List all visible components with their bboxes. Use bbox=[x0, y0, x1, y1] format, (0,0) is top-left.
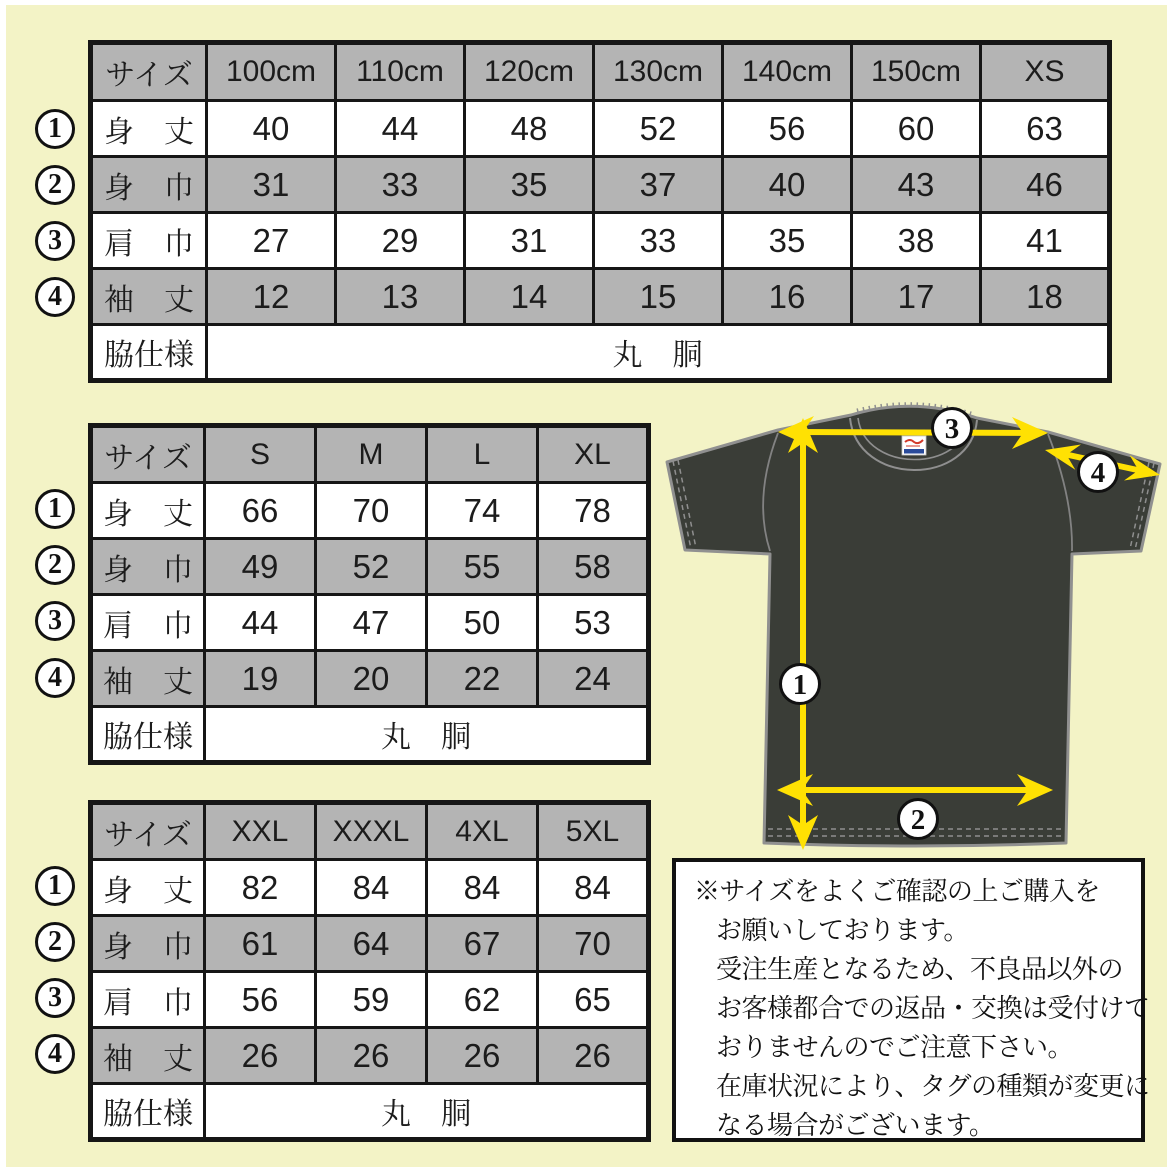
value-cell: 70 bbox=[538, 916, 649, 972]
row-label: 身 丈 bbox=[91, 101, 207, 157]
header-cell: XL bbox=[538, 426, 649, 483]
value-cell: 19 bbox=[205, 651, 316, 707]
header-cell: 110cm bbox=[336, 43, 465, 101]
figure-marker-4: 4 bbox=[1090, 457, 1106, 489]
row-label: 身 丈 bbox=[91, 483, 205, 539]
value-cell: 62 bbox=[427, 972, 538, 1028]
measure-row-body-width bbox=[91, 539, 649, 595]
value-cell: 41 bbox=[981, 213, 1110, 269]
value-cell: 56 bbox=[723, 101, 852, 157]
header-cell: XXXL bbox=[316, 803, 427, 860]
row-marker-2: 2 bbox=[35, 922, 75, 962]
side-spec-value: 丸 胴 bbox=[205, 707, 649, 763]
side-spec-value: 丸 胴 bbox=[207, 325, 1110, 381]
row-label: 身 巾 bbox=[91, 539, 205, 595]
side-spec-row bbox=[91, 707, 649, 763]
side-spec-value: 丸 胴 bbox=[205, 1084, 649, 1140]
row-label: 身 丈 bbox=[91, 860, 205, 916]
value-cell: 46 bbox=[981, 157, 1110, 213]
value-cell: 67 bbox=[427, 916, 538, 972]
notice-line: お願いしております。 bbox=[716, 915, 969, 945]
value-cell: 16 bbox=[723, 269, 852, 325]
value-cell: 26 bbox=[427, 1028, 538, 1084]
row-marker-3: 3 bbox=[35, 601, 75, 641]
row-marker-3: 3 bbox=[35, 978, 75, 1018]
value-cell: 17 bbox=[852, 269, 981, 325]
purchase-notice-box bbox=[672, 858, 1150, 1142]
value-cell: 53 bbox=[538, 595, 649, 651]
row-label: 脇仕様 bbox=[91, 1084, 205, 1140]
value-cell: 66 bbox=[205, 483, 316, 539]
header-cell: 5XL bbox=[538, 803, 649, 860]
value-cell: 48 bbox=[465, 101, 594, 157]
measure-row-body-length bbox=[91, 483, 649, 539]
row-marker-4: 4 bbox=[35, 277, 75, 317]
row-label: 袖 丈 bbox=[91, 269, 207, 325]
measure-row-body-width bbox=[91, 916, 649, 972]
value-cell: 64 bbox=[316, 916, 427, 972]
row-marker-1: 1 bbox=[35, 489, 75, 529]
value-cell: 40 bbox=[207, 101, 336, 157]
value-cell: 24 bbox=[538, 651, 649, 707]
notice-line: ※サイズをよくご確認の上ご購入を bbox=[694, 876, 1100, 906]
value-cell: 55 bbox=[427, 539, 538, 595]
header-cell: サイズ bbox=[91, 43, 207, 101]
tshirt-measurement-diagram bbox=[656, 393, 1167, 858]
header-cell: M bbox=[316, 426, 427, 483]
value-cell: 78 bbox=[538, 483, 649, 539]
value-cell: 74 bbox=[427, 483, 538, 539]
row-label: 袖 丈 bbox=[91, 1028, 205, 1084]
row-marker-3: 3 bbox=[35, 221, 75, 261]
figure-marker-1: 1 bbox=[792, 669, 808, 701]
side-spec-row bbox=[91, 1084, 649, 1140]
value-cell: 70 bbox=[316, 483, 427, 539]
notice-line: 在庫状況により、タグの種類が変更に bbox=[716, 1071, 1150, 1101]
value-cell: 15 bbox=[594, 269, 723, 325]
measure-row-body-length bbox=[91, 101, 1110, 157]
measure-row-body-width bbox=[91, 157, 1110, 213]
value-cell: 44 bbox=[336, 101, 465, 157]
header-cell: 130cm bbox=[594, 43, 723, 101]
value-cell: 33 bbox=[594, 213, 723, 269]
value-cell: 14 bbox=[465, 269, 594, 325]
row-marker-4: 4 bbox=[35, 658, 75, 698]
value-cell: 35 bbox=[723, 213, 852, 269]
value-cell: 26 bbox=[316, 1028, 427, 1084]
header-cell: サイズ bbox=[91, 426, 205, 483]
header-cell: 4XL bbox=[427, 803, 538, 860]
notice-line: お客様都合での返品・交換は受付けて bbox=[716, 993, 1150, 1023]
value-cell: 18 bbox=[981, 269, 1110, 325]
header-cell: L bbox=[427, 426, 538, 483]
value-cell: 20 bbox=[316, 651, 427, 707]
value-cell: 12 bbox=[207, 269, 336, 325]
value-cell: 49 bbox=[205, 539, 316, 595]
value-cell: 22 bbox=[427, 651, 538, 707]
value-cell: 26 bbox=[538, 1028, 649, 1084]
header-cell: 100cm bbox=[207, 43, 336, 101]
value-cell: 52 bbox=[594, 101, 723, 157]
value-cell: 33 bbox=[336, 157, 465, 213]
row-label: 身 巾 bbox=[91, 916, 205, 972]
value-cell: 40 bbox=[723, 157, 852, 213]
row-label: 袖 丈 bbox=[91, 651, 205, 707]
side-spec-row bbox=[91, 325, 1110, 381]
value-cell: 58 bbox=[538, 539, 649, 595]
table-header-row bbox=[91, 803, 649, 860]
header-cell: XXL bbox=[205, 803, 316, 860]
value-cell: 84 bbox=[538, 860, 649, 916]
shoulder-width-arrow-line bbox=[799, 432, 1039, 433]
header-cell: 120cm bbox=[465, 43, 594, 101]
figure-marker-2: 2 bbox=[910, 804, 926, 836]
tshirt-figure bbox=[656, 393, 1167, 858]
header-cell: S bbox=[205, 426, 316, 483]
row-label: 脇仕様 bbox=[91, 707, 205, 763]
value-cell: 44 bbox=[205, 595, 316, 651]
size-table-adult bbox=[88, 423, 651, 765]
row-label: 肩 巾 bbox=[91, 972, 205, 1028]
size-table-kids bbox=[88, 40, 1112, 383]
value-cell: 50 bbox=[427, 595, 538, 651]
row-label: 身 巾 bbox=[91, 157, 207, 213]
value-cell: 43 bbox=[852, 157, 981, 213]
value-cell: 29 bbox=[336, 213, 465, 269]
value-cell: 60 bbox=[852, 101, 981, 157]
header-cell: サイズ bbox=[91, 803, 205, 860]
value-cell: 26 bbox=[205, 1028, 316, 1084]
value-cell: 31 bbox=[207, 157, 336, 213]
brand-tag bbox=[902, 436, 926, 455]
value-cell: 38 bbox=[852, 213, 981, 269]
figure-marker-3: 3 bbox=[944, 413, 960, 445]
measure-row-sleeve-length bbox=[91, 269, 1110, 325]
value-cell: 82 bbox=[205, 860, 316, 916]
table-header-row bbox=[91, 43, 1110, 101]
row-label: 肩 巾 bbox=[91, 213, 207, 269]
value-cell: 13 bbox=[336, 269, 465, 325]
row-label: 脇仕様 bbox=[91, 325, 207, 381]
notice-line: おりませんのでご注意下さい。 bbox=[716, 1032, 1074, 1062]
notice-line: なる場合がございます。 bbox=[716, 1110, 995, 1140]
row-marker-2: 2 bbox=[35, 165, 75, 205]
row-marker-1: 1 bbox=[35, 866, 75, 906]
value-cell: 31 bbox=[465, 213, 594, 269]
value-cell: 84 bbox=[427, 860, 538, 916]
row-label: 肩 巾 bbox=[91, 595, 205, 651]
value-cell: 63 bbox=[981, 101, 1110, 157]
table-header-row bbox=[91, 426, 649, 483]
row-marker-1: 1 bbox=[35, 109, 75, 149]
row-marker-4: 4 bbox=[35, 1034, 75, 1074]
measure-row-body-length bbox=[91, 860, 649, 916]
value-cell: 52 bbox=[316, 539, 427, 595]
measure-row-sleeve-length bbox=[91, 1028, 649, 1084]
measure-row-shoulder-width bbox=[91, 213, 1110, 269]
value-cell: 84 bbox=[316, 860, 427, 916]
header-cell: 150cm bbox=[852, 43, 981, 101]
header-cell: 140cm bbox=[723, 43, 852, 101]
notice-line: 受注生産となるため、不良品以外の bbox=[716, 954, 1123, 984]
measure-row-sleeve-length bbox=[91, 651, 649, 707]
measure-row-shoulder-width bbox=[91, 972, 649, 1028]
value-cell: 59 bbox=[316, 972, 427, 1028]
value-cell: 47 bbox=[316, 595, 427, 651]
value-cell: 65 bbox=[538, 972, 649, 1028]
value-cell: 27 bbox=[207, 213, 336, 269]
value-cell: 56 bbox=[205, 972, 316, 1028]
value-cell: 37 bbox=[594, 157, 723, 213]
size-table-big bbox=[88, 800, 651, 1142]
header-cell: XS bbox=[981, 43, 1110, 101]
measure-row-shoulder-width bbox=[91, 595, 649, 651]
row-marker-2: 2 bbox=[35, 545, 75, 585]
value-cell: 61 bbox=[205, 916, 316, 972]
value-cell: 35 bbox=[465, 157, 594, 213]
